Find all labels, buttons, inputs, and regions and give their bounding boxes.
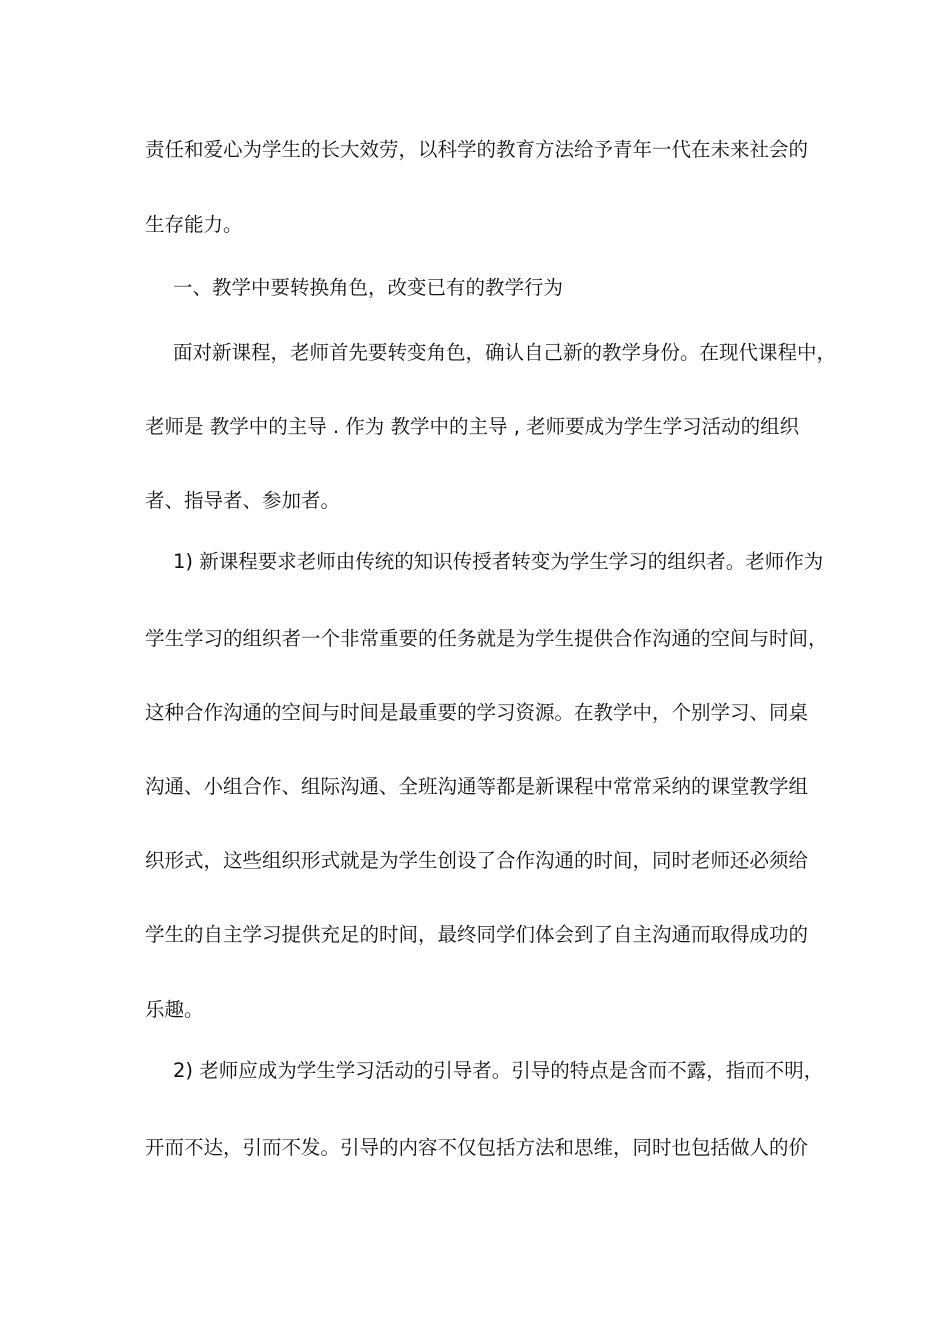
text-line: 织形式，这些组织形式就是为学生创设了合作沟通的时间，同时老师还必须给 — [145, 849, 809, 872]
text-line: 沟通、小组合作、组际沟通、全班沟通等都是新课程中常常采纳的课堂教学组 — [145, 775, 809, 798]
text-line: 责任和爱心为学生的长大效劳，以科学的教育方法给予青年一代在未来社会的 — [145, 138, 809, 161]
text-line: 老师是 教学中的主导 . 作为 教学中的主导 , 老师要成为学生学习活动的组织 — [145, 415, 800, 438]
text-line: 者、指导者、参加者。 — [145, 489, 341, 512]
text-line: 2) 老师应成为学生学习活动的引导者。引导的特点是含而不露，指而不明， — [173, 1059, 824, 1082]
text-line: 乐趣。 — [145, 998, 204, 1021]
section-heading: 一、教学中要转换角色，改变已有的教学行为 — [173, 276, 564, 299]
text-line: 生存能力。 — [145, 213, 243, 236]
text-line: 学生的自主学习提供充足的时间，最终同学们体会到了自主沟通而取得成功的 — [145, 923, 809, 946]
text-line: 1) 新课程要求老师由传统的知识传授者转变为学生学习的组织者。老师作为 — [173, 550, 824, 573]
text-line: 面对新课程，老师首先要转变角色，确认自己新的教学身份。在现代课程中， — [173, 341, 837, 364]
text-line: 这种合作沟通的空间与时间是最重要的学习资源。在教学中，个别学习、同桌 — [145, 701, 809, 724]
text-line: 开而不达，引而不发。引导的内容不仅包括方法和思维，同时也包括做人的价 — [145, 1136, 809, 1159]
text-line: 学生学习的组织者一个非常重要的任务就是为学生提供合作沟通的空间与时间， — [145, 627, 828, 650]
